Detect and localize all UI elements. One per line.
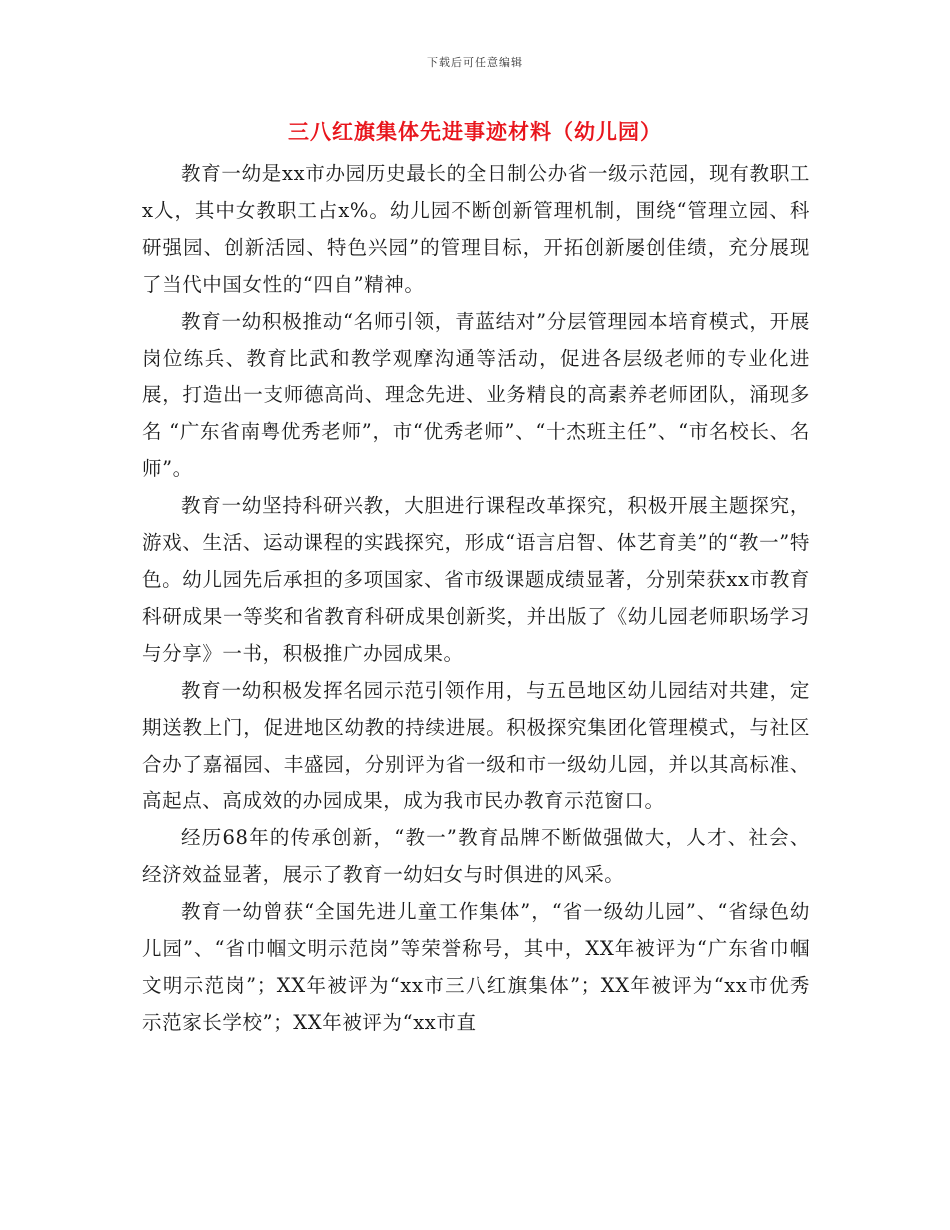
paragraph-1: 教育一幼是xx市办园历史最长的全日制公办省一级示范园，现有教职工x人，其中女教职工占x%。幼儿园不断创新管理机制，围绕“管理立园、科研强园、创新活园、特色兴园”的管理目标，开拓创新屡创佳绩，充分展现了当代中国女性的“四自”精神。 bbox=[142, 162, 810, 296]
paragraph-6: 教育一幼曾获“全国先进儿童工作集体”，“省一级幼儿园”、“省绿色幼儿园”、“省巾帼文明示范岗”等荣誉称号，其中，XX年被评为“广东省巾帼文明示范岗”；XX年被评为“xx市三八红旗集体”；XX年被评为“xx市优秀示范家长学校”；XX年被评为“xx市直 bbox=[142, 900, 810, 1034]
paragraph-3: 教育一幼坚持科研兴教，大胆进行课程改革探究，积极开展主题探究，游戏、生活、运动课程的实践探究，形成“语言启智、体艺育美”的“教一”特色。幼儿园先后承担的多项国家、省市级课题成绩显著，分别荣获xx市教育科研成果一等奖和省教育科研成果创新奖，并出版了《幼儿园老师职场学习与分享》一书，积极推广办园成果。 bbox=[142, 494, 810, 665]
header-note: 下载后可任意编辑 bbox=[427, 56, 523, 69]
document-body bbox=[142, 156, 810, 1042]
paragraph-2: 教育一幼积极推动“名师引领，青蓝结对”分层管理园本培育模式，开展岗位练兵、教育比武和教学观摩沟通等活动，促进各层级老师的专业化进展，打造出一支师德高尚、理念先进、业务精良的高素养老师团队，涌现多名 “广东省南粤优秀老师”，市“优秀老师”、“十杰班主任”、“市名校长、名师”。 bbox=[142, 309, 810, 481]
paragraph-4: 教育一幼积极发挥名园示范引领作用，与五邑地区幼儿园结对共建，定期送教上门，促进地区幼教的持续进展。积极探究集团化管理模式，与社区合办了嘉福园、丰盛园，分别评为省一级和市一级幼儿园，并以其高标准、高起点、高成效的办园成果，成为我市民办教育示范窗口。 bbox=[142, 678, 810, 813]
paragraph-5: 经历68年的传承创新，“教一”教育品牌不断做强做大，人才、社会、经济效益显著，展示了教育一幼妇女与时俱进的风采。 bbox=[142, 826, 810, 887]
document-title: 三八红旗集体先进事迹材料（幼儿园） bbox=[288, 119, 662, 144]
